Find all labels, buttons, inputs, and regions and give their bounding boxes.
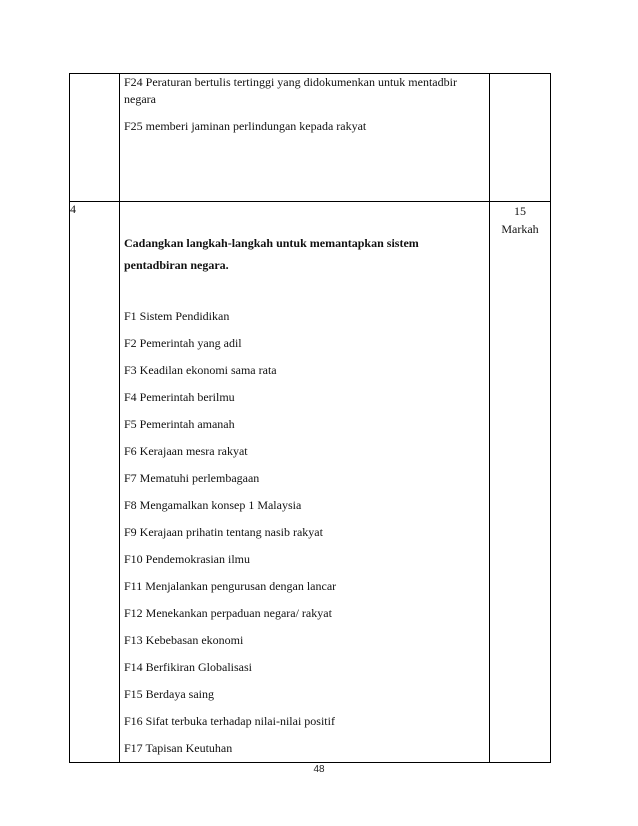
- answer-item: F9 Kerajaan prihatin tentang nasib rakyat: [124, 525, 323, 539]
- answer-item: F8 Mengamalkan konsep 1 Malaysia: [124, 498, 302, 512]
- answer-item: F3 Keadilan ekonomi sama rata: [124, 363, 277, 377]
- question-title-line2: pentadbiran negara.: [124, 258, 229, 272]
- answer-item: F2 Pemerintah yang adil: [124, 336, 242, 350]
- question-number: 4: [70, 202, 120, 763]
- answer-cell: [120, 74, 490, 202]
- marks-label: Markah: [501, 222, 539, 236]
- answer-item: F17 Tapisan Keutuhan: [124, 741, 233, 755]
- page-number: 48: [313, 764, 325, 775]
- answer-item: F6 Kerajaan mesra rakyat: [124, 444, 248, 458]
- answer-item: F15 Berdaya saing: [124, 687, 214, 701]
- answer-item: negara: [124, 92, 156, 106]
- answer-item: F24 Peraturan bertulis tertinggi yang didokumenkan untuk mentadbir: [124, 75, 457, 89]
- answer-item: F11 Menjalankan pengurusan dengan lancar: [124, 579, 337, 593]
- answer-item: F1 Sistem Pendidikan: [124, 309, 230, 323]
- marks-cell-empty: [490, 74, 551, 202]
- question-title-line1: Cadangkan langkah-langkah untuk memantapkan sistem: [124, 236, 419, 250]
- marks-value: 15: [514, 204, 526, 218]
- answer-item: F5 Pemerintah amanah: [124, 417, 235, 431]
- answer-item: F10 Pendemokrasian ilmu: [124, 552, 250, 566]
- marks-cell: [490, 202, 551, 763]
- answer-cell: [120, 202, 490, 763]
- answer-item: F13 Kebebasan ekonomi: [124, 633, 244, 647]
- answer-item: F25 memberi jaminan perlindungan kepada rakyat: [124, 119, 367, 133]
- table-row-continued: [70, 74, 551, 202]
- number-cell-empty: [70, 74, 120, 202]
- marking-scheme-table: [69, 73, 551, 763]
- answer-item: F14 Berfikiran Globalisasi: [124, 660, 252, 674]
- answer-item: F12 Menekankan perpaduan negara/ rakyat: [124, 606, 332, 620]
- answer-item: F7 Mematuhi perlembagaan: [124, 471, 260, 485]
- answer-item: F4 Pemerintah berilmu: [124, 390, 235, 404]
- answer-item: F16 Sifat terbuka terhadap nilai-nilai positif: [124, 714, 335, 728]
- table-row-question: [70, 202, 551, 763]
